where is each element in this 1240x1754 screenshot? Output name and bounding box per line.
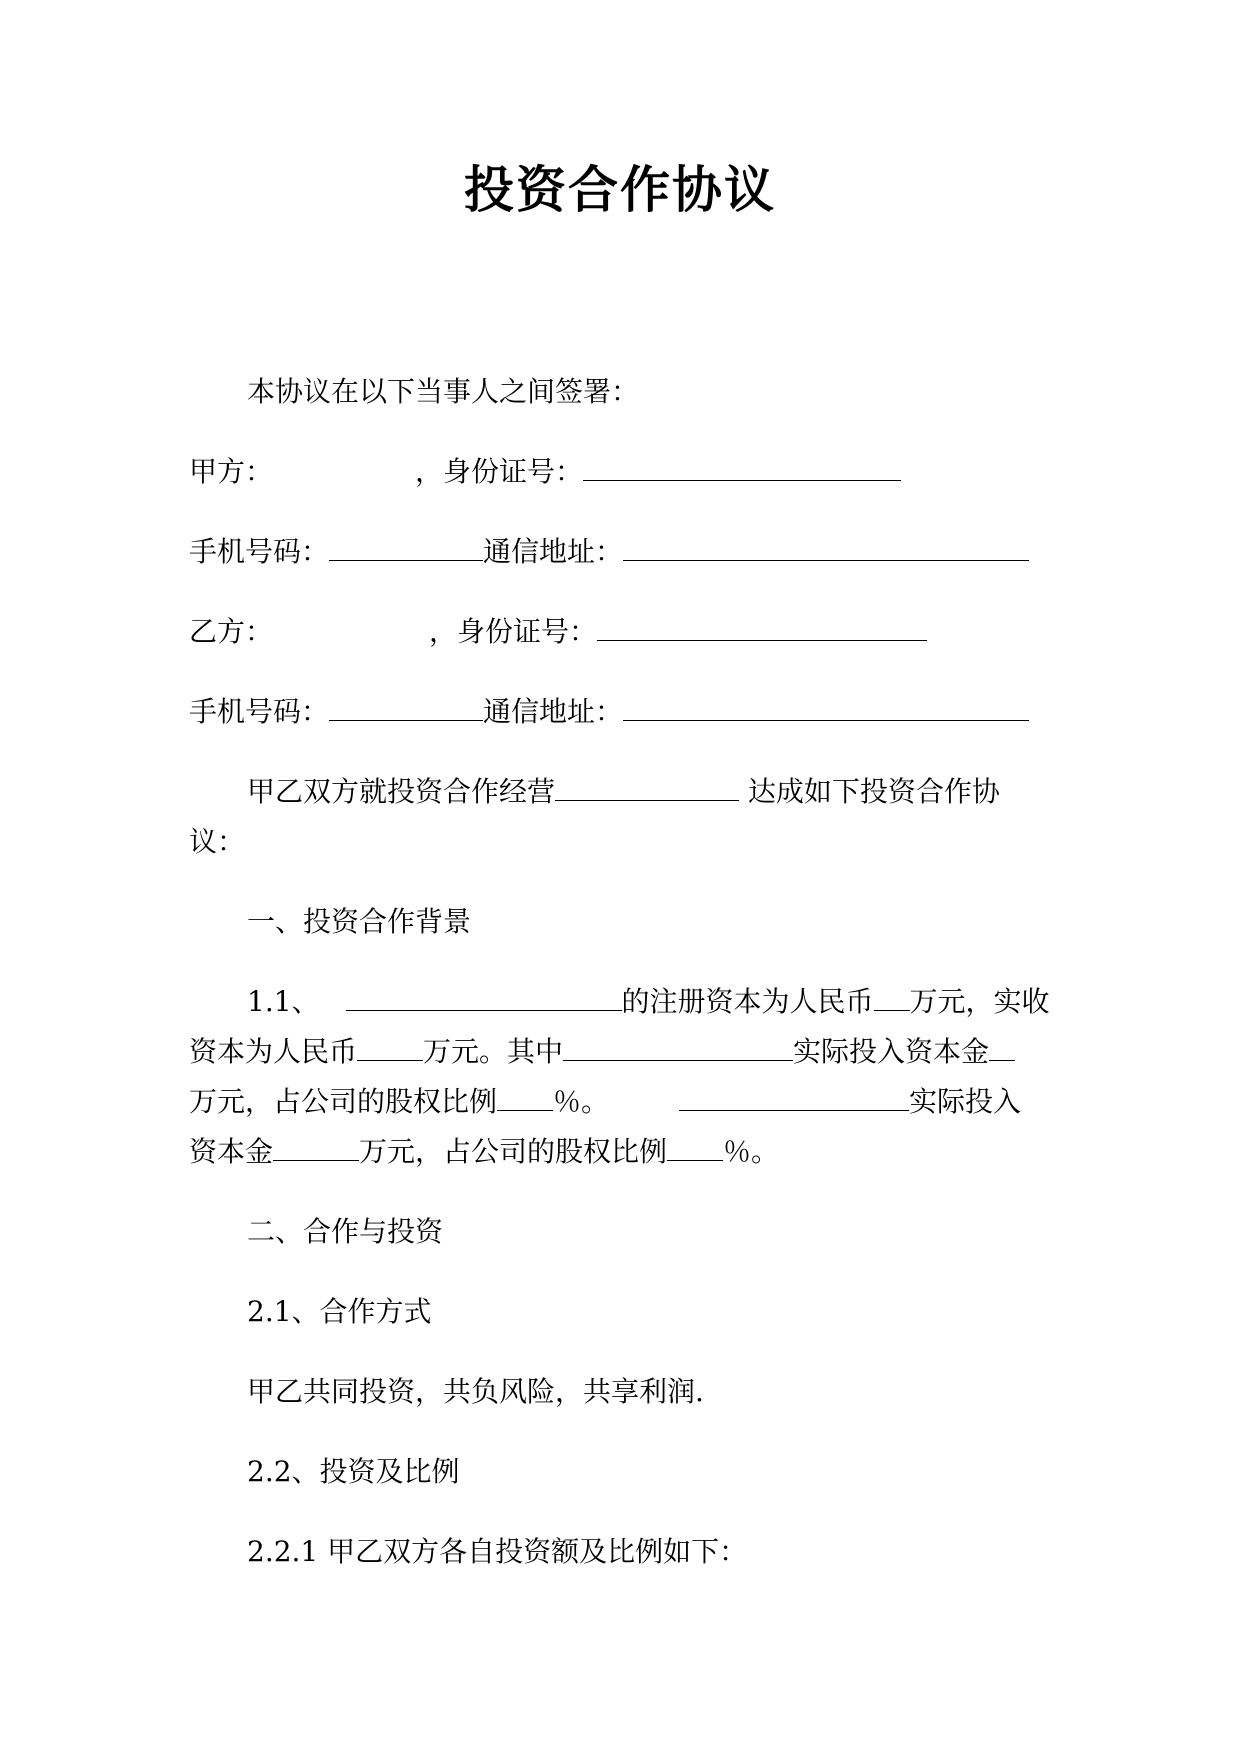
preamble-project-blank[interactable]	[555, 772, 739, 801]
party-a-address-label: 通信地址：	[483, 535, 624, 568]
clause-1-1-text-g: ％。	[553, 1085, 610, 1118]
preamble-line-1	[247, 772, 1000, 812]
party-b-phone-label: 手机号码：	[189, 695, 330, 728]
clause-2-1-text: 甲乙共同投资，共负风险，共享利润.	[247, 1375, 704, 1408]
clause-1-1-text-c: 资本为人民币	[189, 1035, 358, 1068]
clause-1-1-number: 1.1、	[247, 985, 320, 1018]
party-a-contact-row	[189, 532, 1029, 572]
party-b-row	[189, 612, 927, 652]
investor-1-name-blank[interactable]	[563, 1032, 793, 1061]
section-1-heading: 一、投资合作背景	[247, 905, 472, 938]
party-a-id-blank[interactable]	[583, 452, 901, 481]
investor-2-amount-blank[interactable]	[273, 1132, 359, 1161]
clause-1-1-text-a: 的注册资本为人民币	[621, 985, 874, 1018]
party-b-phone-blank[interactable]	[329, 692, 483, 721]
preamble-text-3: 议：	[189, 825, 246, 858]
investor-2-ratio-blank[interactable]	[667, 1132, 723, 1161]
party-b-address-blank[interactable]	[623, 692, 1029, 721]
registered-capital-blank[interactable]	[874, 982, 910, 1011]
paid-capital-blank[interactable]	[357, 1032, 423, 1061]
preamble-text-1: 甲乙双方就投资合作经营	[247, 775, 556, 808]
investor-2-name-blank[interactable]	[679, 1082, 909, 1111]
investor-1-ratio-blank[interactable]	[497, 1082, 553, 1111]
party-a-address-blank[interactable]	[623, 532, 1029, 561]
party-a-phone-label: 手机号码：	[189, 535, 330, 568]
section-2-heading: 二、合作与投资	[247, 1215, 444, 1248]
document-title: 投资合作协议	[464, 160, 776, 219]
party-b-id-blank[interactable]	[597, 612, 927, 641]
clause-2-2-1-text: 2.2.1 甲乙双方各自投资额及比例如下：	[247, 1535, 748, 1568]
clause-1-1-text-i: 资本金	[189, 1135, 274, 1168]
intro-text: 本协议在以下当事人之间签署：	[247, 375, 640, 408]
clause-1-1-text-h: 实际投入	[909, 1085, 1022, 1118]
company-name-blank[interactable]	[346, 982, 622, 1011]
investor-1-amount-blank[interactable]	[989, 1032, 1015, 1061]
party-a-label: 甲方：	[189, 455, 274, 488]
clause-1-1-line-2	[189, 1032, 1015, 1072]
clause-1-1-line-4	[189, 1132, 779, 1172]
clause-1-1-text-b: 万元，实收	[909, 985, 1050, 1018]
party-a-phone-blank[interactable]	[329, 532, 483, 561]
clause-1-1-line-3	[189, 1082, 1021, 1122]
preamble-text-2: 达成如下投资合作协	[739, 775, 1000, 808]
clause-1-1-text-d: 万元。其中	[423, 1035, 564, 1068]
party-b-id-label: ，身份证号：	[429, 615, 598, 648]
clause-1-1-text-f: 万元，占公司的股权比例	[189, 1085, 498, 1118]
clause-2-1-heading: 2.1、合作方式	[247, 1295, 432, 1328]
clause-1-1-text-e: 实际投入资本金	[793, 1035, 990, 1068]
party-a-id-label: ，身份证号：	[415, 455, 584, 488]
clause-1-1-line-1	[247, 982, 1050, 1022]
party-b-address-label: 通信地址：	[483, 695, 624, 728]
clause-1-1-text-k: ％。	[723, 1135, 780, 1168]
party-b-label: 乙方：	[189, 615, 274, 648]
clause-1-1-text-j: 万元，占公司的股权比例	[359, 1135, 668, 1168]
party-a-row	[189, 452, 901, 492]
clause-2-2-heading: 2.2、投资及比例	[247, 1455, 460, 1488]
party-b-contact-row	[189, 692, 1029, 732]
